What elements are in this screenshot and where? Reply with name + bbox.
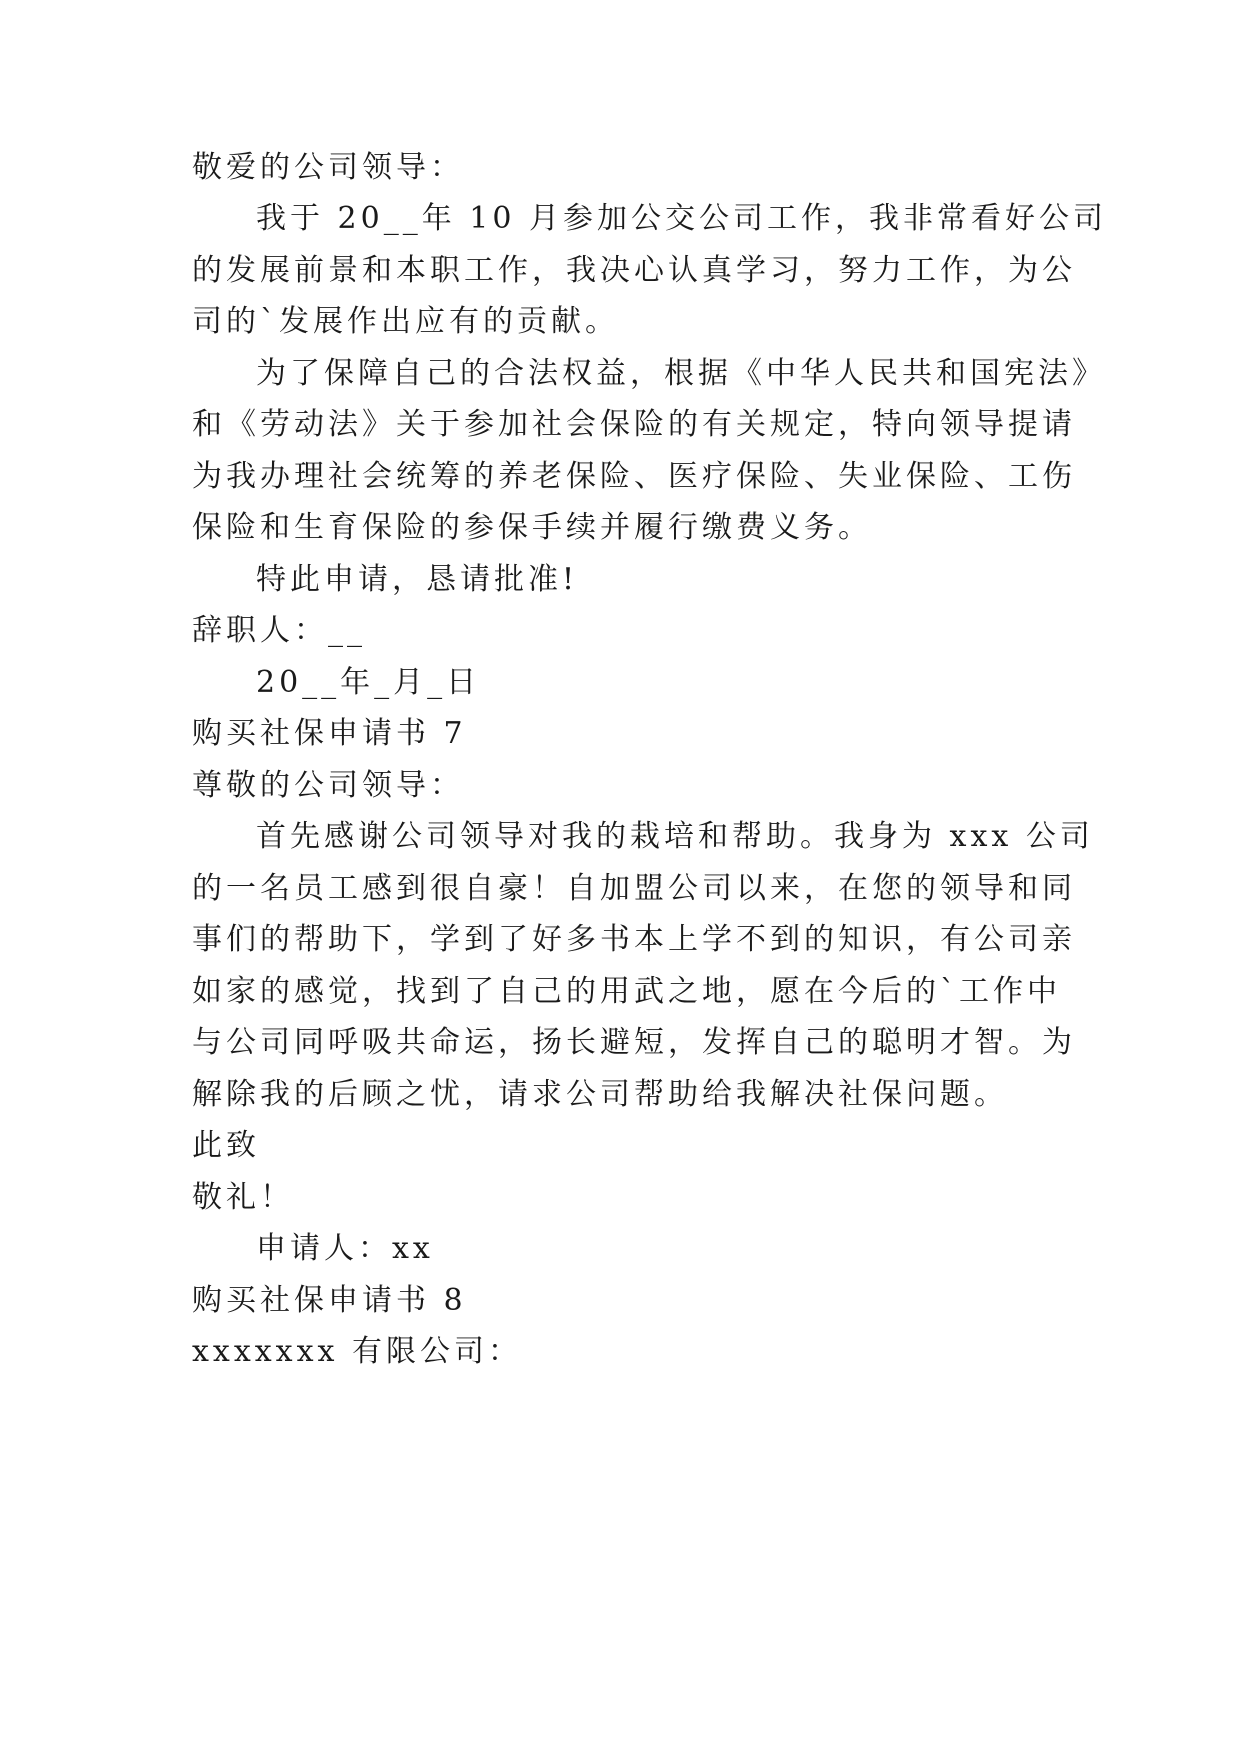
letter2-closing2: 敬礼！ <box>192 1180 294 1215</box>
letter1-signer: 辞职人：__ <box>192 613 366 648</box>
letter1-para1-line1: 我于 20__年 10 月参加公交公司工作，我非常看好公司 <box>256 201 1107 236</box>
letter2-para1-line2: 的一名员工感到很自豪！自加盟公司以来，在您的领导和同 <box>192 871 1076 906</box>
letter1-para2-line2: 和《劳动法》关于参加社会保险的有关规定，特向领导提请 <box>192 407 1076 442</box>
letter2-para1-line1: 首先感谢公司领导对我的栽培和帮助。我身为 xxx 公司 <box>256 819 1094 854</box>
letter2-closing1: 此致 <box>192 1128 260 1163</box>
letter1-date: 20__年_月_日 <box>256 665 481 700</box>
letter2-para1-line4: 如家的感觉，找到了自己的用武之地，愿在今后的`工作中 <box>192 974 1061 1009</box>
letter3-heading: 购买社保申请书 8 <box>192 1283 467 1318</box>
letter2-para1-line6: 解除我的后顾之忧，请求公司帮助给我解决社保问题。 <box>192 1077 1008 1112</box>
letter1-para1-line3: 司的`发展作出应有的贡献。 <box>192 304 619 339</box>
letter2-heading: 购买社保申请书 7 <box>192 716 467 751</box>
letter1-salutation: 敬爱的公司领导： <box>192 150 464 185</box>
letter1-closing: 特此申请，恳请批准! <box>256 562 579 597</box>
letter2-signer: 申请人：xx <box>256 1231 434 1266</box>
letter2-salutation: 尊敬的公司领导： <box>192 768 464 803</box>
letter1-para2-line4: 保险和生育保险的参保手续并履行缴费义务。 <box>192 510 872 545</box>
letter1-para1-line2: 的发展前景和本职工作，我决心认真学习，努力工作，为公 <box>192 253 1076 288</box>
letter3-salutation: xxxxxxx 有限公司： <box>192 1334 522 1369</box>
letter1-para2-line1: 为了保障自己的合法权益，根据《中华人民共和国宪法》 <box>256 356 1106 391</box>
letter2-para1-line3: 事们的帮助下，学到了好多书本上学不到的知识，有公司亲 <box>192 922 1076 957</box>
letter1-para2-line3: 为我办理社会统筹的养老保险、医疗保险、失业保险、工伤 <box>192 459 1076 494</box>
letter2-para1-line5: 与公司同呼吸共命运，扬长避短，发挥自己的聪明才智。为 <box>192 1025 1076 1060</box>
